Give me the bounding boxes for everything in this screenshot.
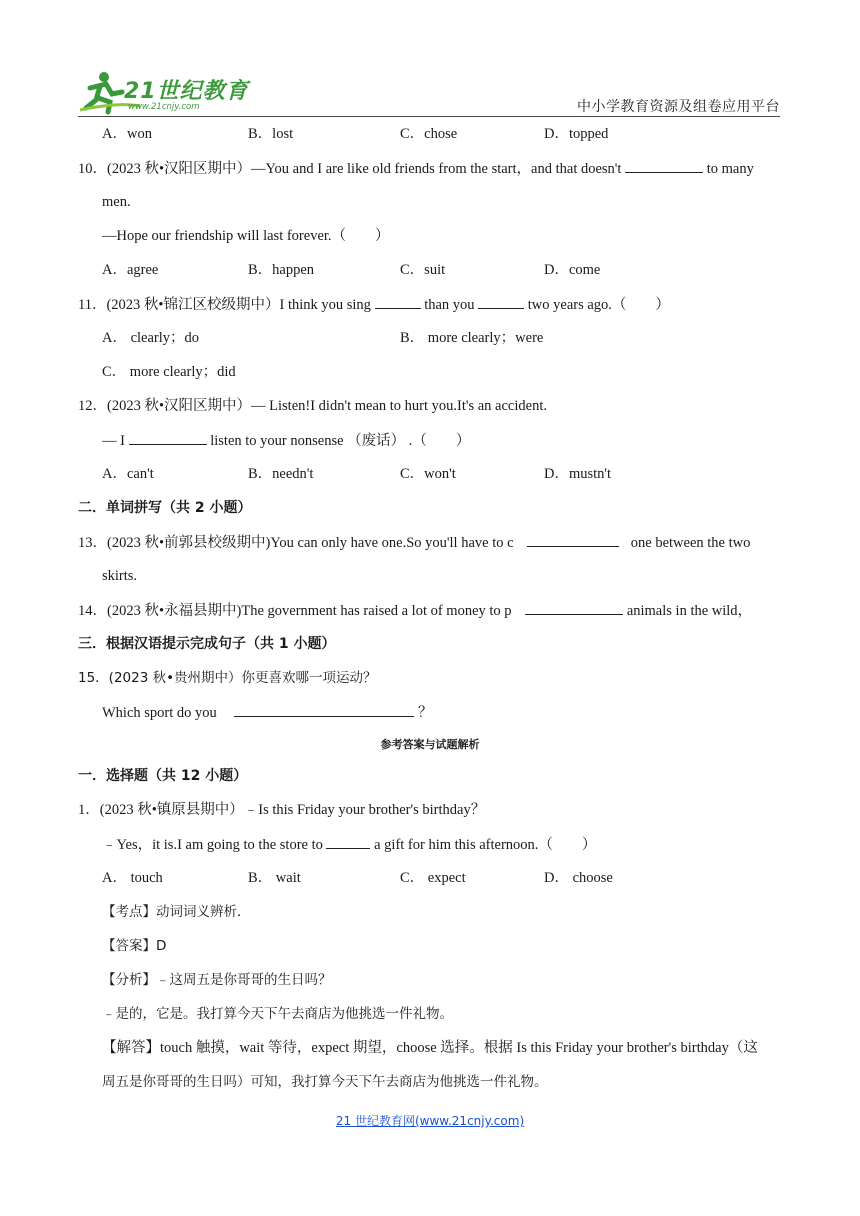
footer-link[interactable]: 21 世纪教育网(www.21cnjy.com) — [335, 1114, 525, 1128]
q13-stem-end: one between the two — [630, 535, 751, 551]
section-translation-heading: 三．根据汉语提示完成句子（共 1 小题） — [78, 636, 336, 652]
q14-line1 — [78, 600, 752, 621]
a1-stem: ﹣Yes，it is.I am going to the store to — [102, 837, 323, 853]
q11-blank-2 — [478, 294, 524, 309]
q13-blank — [527, 532, 619, 547]
q12-blank — [129, 430, 207, 445]
q9-option-d: D．topped — [544, 126, 609, 142]
a1-answer: 【答案】D — [102, 938, 167, 954]
q15-stem-end: ？ — [418, 705, 433, 721]
logo — [78, 68, 258, 116]
q10-blank — [625, 158, 703, 173]
q12-option-c: C．won't — [400, 466, 456, 482]
q10-line1 — [78, 158, 754, 179]
q10-line2: men. — [102, 194, 131, 210]
platform-title: 中小学教育资源及组卷应用平台 — [577, 100, 780, 115]
q13-line2: skirts. — [102, 568, 138, 584]
q9-option-b: B．lost — [248, 126, 294, 142]
logo-text: 21世纪教育 — [124, 79, 249, 104]
a1-blank — [326, 834, 370, 849]
a1-option-b: B． wait — [248, 870, 301, 886]
q11-stem-mid: than you — [424, 297, 475, 313]
q11-line1 — [78, 294, 670, 315]
a1-analysis-1: 【分析】﹣这周五是你哥哥的生日吗？ — [102, 972, 332, 988]
a1-solution-1: 【解答】touch 触摸，wait 等待，expect 期望，choose 选择。根据 Is this Friday your brother's birthday（这 — [102, 1040, 758, 1056]
q15-blank — [234, 702, 414, 717]
a1-option-a: A． touch — [102, 870, 163, 886]
q11-option-c: C． more clearly；did — [102, 364, 236, 380]
q11-stem: 11．(2023 秋•锦江区校级期中）I think you sing — [78, 297, 371, 313]
a1-analysis-2: ﹣是的，它是。我打算今天下午去商店为他挑选一件礼物。 — [102, 1006, 453, 1022]
q15-line1: 15．(2023 秋•贵州期中）你更喜欢哪一项运动？ — [78, 670, 377, 686]
a1-kaodian: 【考点】动词词义辨析． — [102, 904, 251, 920]
q11-blank-1 — [375, 294, 421, 309]
q11-stem-end: two years ago.（ ） — [527, 297, 670, 313]
q12-line1: 12．(2023 秋•汉阳区期中）— Listen!I didn't mean to hurt you.It's an accident. — [78, 398, 547, 414]
page-footer — [0, 1112, 860, 1129]
q10-option-d: D．come — [544, 262, 601, 278]
q15-line2 — [102, 702, 433, 723]
q10-option-b: B．happen — [248, 262, 315, 278]
a1-option-c: C． expect — [400, 870, 466, 886]
q9-option-c: C．chose — [400, 126, 458, 142]
q14-stem: 14．(2023 秋•永福县期中)The government has raised a lot of money to p — [78, 603, 512, 619]
a1-solution-2: 周五是你哥哥的生日吗）可知，我打算今天下午去商店为他挑选一件礼物。 — [102, 1074, 548, 1090]
q12-option-b: B．needn't — [248, 466, 314, 482]
header-divider — [78, 116, 780, 117]
q12-stem: — I — [102, 433, 125, 449]
q10-option-a: A．agree — [102, 262, 159, 278]
q10-stem-end: to many — [706, 161, 754, 177]
q14-stem-end: animals in the wild， — [626, 603, 753, 619]
q14-blank — [525, 600, 623, 615]
a1-stem-end: a gift for him this afternoon.（ ） — [374, 837, 597, 853]
a1-option-d: D． choose — [544, 870, 613, 886]
section-choice-heading: 一．选择题（共 12 小题） — [78, 768, 248, 784]
q12-option-d: D．mustn't — [544, 466, 612, 482]
q12-option-a: A．can't — [102, 466, 154, 482]
q11-option-a: A． clearly；do — [102, 330, 200, 346]
q15-stem: Which sport do you — [102, 705, 217, 721]
q13-stem: 13．(2023 秋•前郭县校级期中)You can only have one.So you'll have to c — [78, 535, 514, 551]
q11-option-b: B． more clearly；were — [400, 330, 544, 346]
a1-line1: 1．(2023 秋•镇原县期中）﹣Is this Friday your brother's birthday？ — [78, 802, 486, 818]
answers-title: 参考答案与试题解析 — [380, 738, 480, 751]
q9-option-a: A．won — [102, 126, 152, 142]
section-spelling-heading: 二．单词拼写（共 2 小题） — [78, 500, 252, 516]
logo-url: www.21cnjy.com — [128, 102, 200, 112]
q10-line3: —Hope our friendship will last forever.（ ） — [102, 228, 390, 244]
q10-stem: 10．(2023 秋•汉阳区期中）—You and I are like old friends from the start，and that doesn't — [78, 161, 622, 177]
q10-option-c: C．suit — [400, 262, 446, 278]
q12-line2 — [102, 430, 470, 451]
a1-line2 — [102, 834, 596, 855]
q13-line1 — [78, 532, 750, 553]
page-header — [78, 66, 780, 118]
q12-stem-end: listen to your nonsense （废话） .（ ） — [210, 433, 471, 449]
